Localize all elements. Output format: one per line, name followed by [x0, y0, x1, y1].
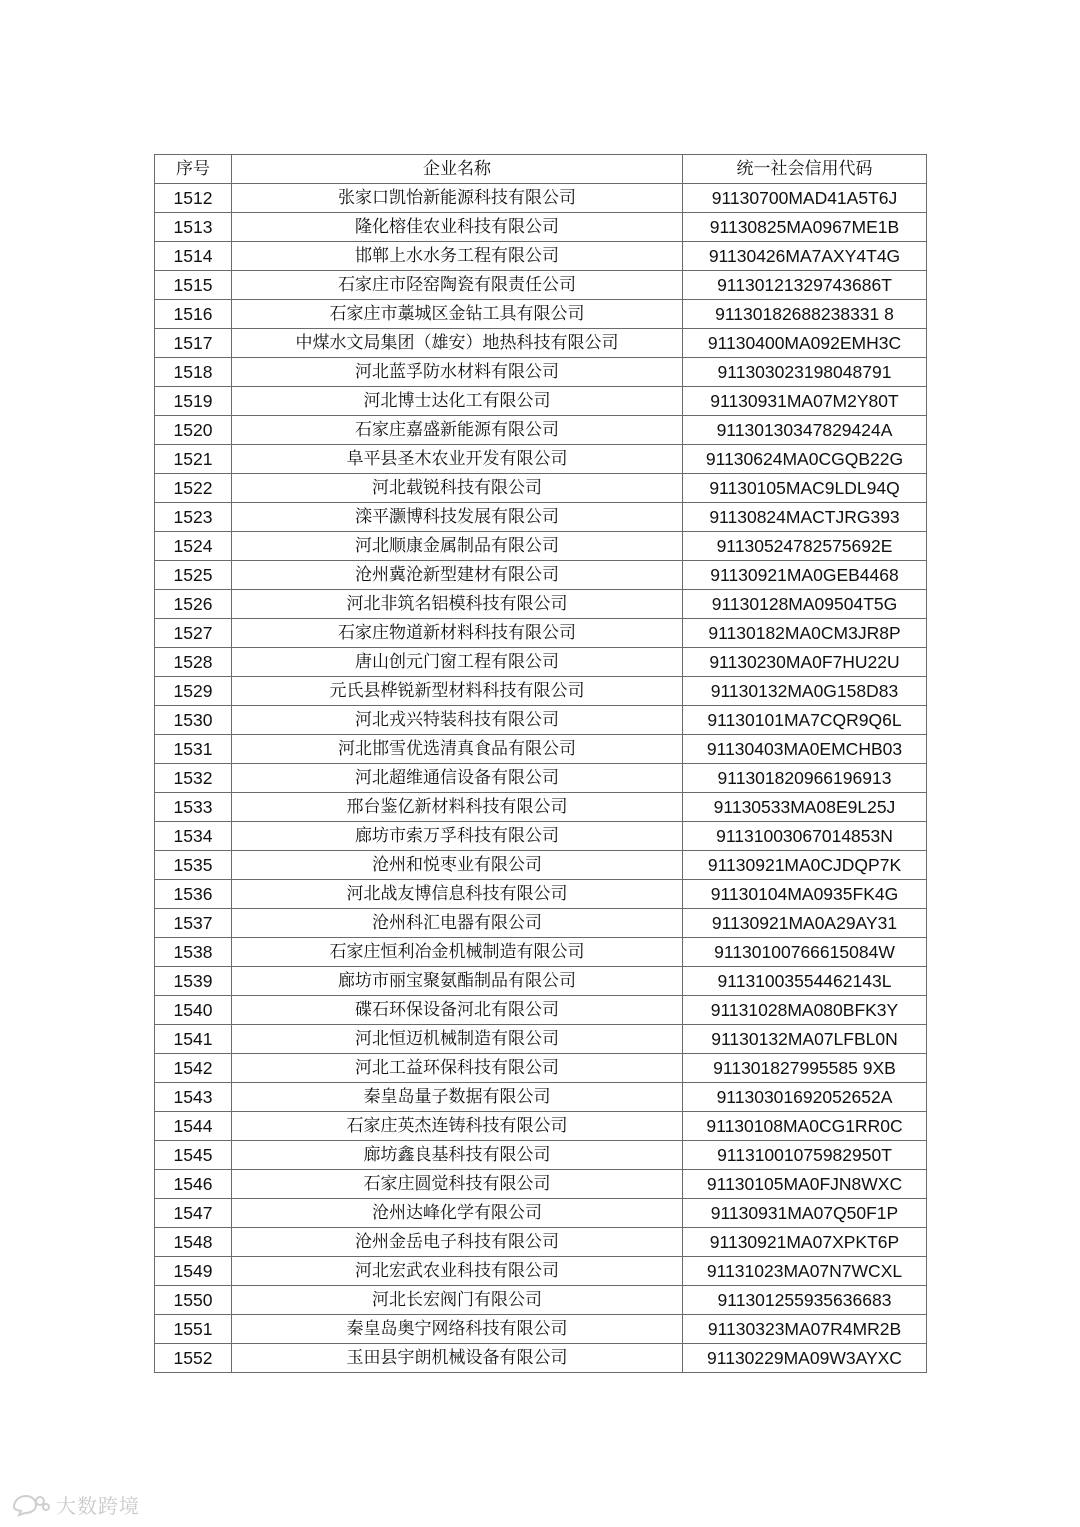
- credit-code-cell: 91130229MA09W3AYXC: [683, 1344, 927, 1373]
- company-name-cell: 河北蓝孚防水材料有限公司: [232, 358, 683, 387]
- credit-code-cell: 91130108MA0CG1RR0C: [683, 1112, 927, 1141]
- table-row: [155, 735, 927, 764]
- serial-cell: 1520: [155, 416, 232, 445]
- serial-cell: 1532: [155, 764, 232, 793]
- credit-code-cell: 91130921MA0CJDQP7K: [683, 851, 927, 880]
- company-name-cell: 中煤水文局集团（雄安）地热科技有限公司: [232, 329, 683, 358]
- table-row: [155, 1286, 927, 1315]
- company-name-cell: 石家庄市藁城区金钻工具有限公司: [232, 300, 683, 329]
- serial-cell: 1549: [155, 1257, 232, 1286]
- company-name-cell: 河北戎兴特装科技有限公司: [232, 706, 683, 735]
- table-row: [155, 677, 927, 706]
- serial-cell: 1523: [155, 503, 232, 532]
- credit-code-cell: 91130533MA08E9L25J: [683, 793, 927, 822]
- company-name-cell: 河北长宏阀门有限公司: [232, 1286, 683, 1315]
- serial-cell: 1525: [155, 561, 232, 590]
- credit-code-cell: 91130128MA09504T5G: [683, 590, 927, 619]
- credit-code-cell: 91130524782575692E: [683, 532, 927, 561]
- credit-code-cell: 91130132MA07LFBL0N: [683, 1025, 927, 1054]
- table-row: [155, 822, 927, 851]
- serial-cell: 1543: [155, 1083, 232, 1112]
- credit-code-cell: 91130130347829424A: [683, 416, 927, 445]
- credit-code-cell: 91131028MA080BFK3Y: [683, 996, 927, 1025]
- table-row: [155, 996, 927, 1025]
- serial-cell: 1516: [155, 300, 232, 329]
- table-body: [155, 184, 927, 1373]
- credit-code-cell: 91131023MA07N7WCXL: [683, 1257, 927, 1286]
- company-name-cell: 沧州达峰化学有限公司: [232, 1199, 683, 1228]
- table-row: [155, 590, 927, 619]
- table-row: [155, 967, 927, 996]
- company-name-cell: 张家口凯怡新能源科技有限公司: [232, 184, 683, 213]
- company-table: [154, 154, 927, 1373]
- table-row: [155, 213, 927, 242]
- serial-cell: 1514: [155, 242, 232, 271]
- serial-cell: 1522: [155, 474, 232, 503]
- table-row: [155, 1170, 927, 1199]
- header-company-name: 企业名称: [232, 155, 683, 184]
- company-name-cell: 邢台鉴亿新材料科技有限公司: [232, 793, 683, 822]
- company-name-cell: 秦皇岛奥宁网络科技有限公司: [232, 1315, 683, 1344]
- table-row: [155, 1199, 927, 1228]
- company-name-cell: 沧州科汇电器有限公司: [232, 909, 683, 938]
- serial-cell: 1547: [155, 1199, 232, 1228]
- table-row: [155, 851, 927, 880]
- credit-code-cell: 91130230MA0F7HU22U: [683, 648, 927, 677]
- credit-code-cell: 911301255935636683: [683, 1286, 927, 1315]
- credit-code-cell: 91130301692052652A: [683, 1083, 927, 1112]
- company-name-cell: 邯郸上水水务工程有限公司: [232, 242, 683, 271]
- table-row: [155, 1112, 927, 1141]
- credit-code-cell: 91130132MA0G158D83: [683, 677, 927, 706]
- serial-cell: 1521: [155, 445, 232, 474]
- credit-code-cell: 91130403MA0EMCHB03: [683, 735, 927, 764]
- credit-code-cell: 91130921MA07XPKT6P: [683, 1228, 927, 1257]
- credit-code-cell: 91130921MA0GEB4468: [683, 561, 927, 590]
- table-row: [155, 880, 927, 909]
- credit-code-cell: 91130931MA07Q50F1P: [683, 1199, 927, 1228]
- company-list-sheet: [154, 154, 926, 1373]
- credit-code-cell: 91130825MA0967ME1B: [683, 213, 927, 242]
- serial-cell: 1539: [155, 967, 232, 996]
- company-name-cell: 石家庄英杰连铸科技有限公司: [232, 1112, 683, 1141]
- serial-cell: 1518: [155, 358, 232, 387]
- serial-cell: 1550: [155, 1286, 232, 1315]
- company-name-cell: 石家庄市陉窑陶瓷有限责任公司: [232, 271, 683, 300]
- serial-cell: 1552: [155, 1344, 232, 1373]
- table-row: [155, 300, 927, 329]
- serial-cell: 1519: [155, 387, 232, 416]
- company-name-cell: 河北邯雪优选清真食品有限公司: [232, 735, 683, 764]
- credit-code-cell: 911301827995585 9XB: [683, 1054, 927, 1083]
- company-name-cell: 石家庄物道新材料科技有限公司: [232, 619, 683, 648]
- header-credit-code: 统一社会信用代码: [683, 155, 927, 184]
- company-name-cell: 河北超维通信设备有限公司: [232, 764, 683, 793]
- table-row: [155, 938, 927, 967]
- serial-cell: 1515: [155, 271, 232, 300]
- table-row: [155, 561, 927, 590]
- company-name-cell: 隆化榕佳农业科技有限公司: [232, 213, 683, 242]
- company-name-cell: 滦平灏博科技发展有限公司: [232, 503, 683, 532]
- credit-code-cell: 91130824MACTJRG393: [683, 503, 927, 532]
- company-name-cell: 廊坊市索万孚科技有限公司: [232, 822, 683, 851]
- table-row: [155, 271, 927, 300]
- company-name-cell: 沧州冀沧新型建材有限公司: [232, 561, 683, 590]
- company-name-cell: 阜平县圣木农业开发有限公司: [232, 445, 683, 474]
- credit-code-cell: 91130931MA07M2Y80T: [683, 387, 927, 416]
- company-name-cell: 唐山创元门窗工程有限公司: [232, 648, 683, 677]
- serial-cell: 1535: [155, 851, 232, 880]
- table-row: [155, 474, 927, 503]
- company-name-cell: 河北战友博信息科技有限公司: [232, 880, 683, 909]
- header-serial: 序号: [155, 155, 232, 184]
- credit-code-cell: 911301820966196913: [683, 764, 927, 793]
- serial-cell: 1538: [155, 938, 232, 967]
- credit-code-cell: 91131001075982950T: [683, 1141, 927, 1170]
- table-row: [155, 764, 927, 793]
- company-name-cell: 石家庄恒利冶金机械制造有限公司: [232, 938, 683, 967]
- credit-code-cell: 91130921MA0A29AY31: [683, 909, 927, 938]
- credit-code-cell: 91131003067014853N: [683, 822, 927, 851]
- credit-code-cell: 91130100766615084W: [683, 938, 927, 967]
- table-row: [155, 1315, 927, 1344]
- company-name-cell: 廊坊鑫良基科技有限公司: [232, 1141, 683, 1170]
- serial-cell: 1527: [155, 619, 232, 648]
- credit-code-cell: 91130323MA07R4MR2B: [683, 1315, 927, 1344]
- table-row: [155, 619, 927, 648]
- table-row: [155, 416, 927, 445]
- serial-cell: 1517: [155, 329, 232, 358]
- serial-cell: 1546: [155, 1170, 232, 1199]
- serial-cell: 1545: [155, 1141, 232, 1170]
- watermark-text: 大数跨境: [56, 1494, 140, 1518]
- credit-code-cell: 91130700MAD41A5T6J: [683, 184, 927, 213]
- table-row: [155, 1025, 927, 1054]
- credit-code-cell: 91130182688238331 8: [683, 300, 927, 329]
- serial-cell: 1536: [155, 880, 232, 909]
- table-row: [155, 1257, 927, 1286]
- table-row: [155, 503, 927, 532]
- serial-cell: 1512: [155, 184, 232, 213]
- table-row: [155, 1228, 927, 1257]
- table-row: [155, 706, 927, 735]
- serial-cell: 1524: [155, 532, 232, 561]
- credit-code-cell: 91130426MA7AXY4T4G: [683, 242, 927, 271]
- credit-code-cell: 91130104MA0935FK4G: [683, 880, 927, 909]
- company-name-cell: 廊坊市丽宝聚氨酯制品有限公司: [232, 967, 683, 996]
- table-row: [155, 1054, 927, 1083]
- serial-cell: 1513: [155, 213, 232, 242]
- table-row: [155, 1141, 927, 1170]
- company-name-cell: 河北博士达化工有限公司: [232, 387, 683, 416]
- chat-bubble-logo-icon: [10, 1493, 50, 1517]
- table-row: [155, 387, 927, 416]
- company-name-cell: 碟石环保设备河北有限公司: [232, 996, 683, 1025]
- company-name-cell: 元氏县桦锐新型材料科技有限公司: [232, 677, 683, 706]
- watermark: [10, 1490, 140, 1519]
- table-row: [155, 184, 927, 213]
- serial-cell: 1529: [155, 677, 232, 706]
- credit-code-cell: 91130101MA7CQR9Q6L: [683, 706, 927, 735]
- credit-code-cell: 91130121329743686T: [683, 271, 927, 300]
- company-name-cell: 河北非筑名铝模科技有限公司: [232, 590, 683, 619]
- table-row: [155, 445, 927, 474]
- table-row: [155, 909, 927, 938]
- company-name-cell: 河北顺康金属制品有限公司: [232, 532, 683, 561]
- serial-cell: 1541: [155, 1025, 232, 1054]
- company-name-cell: 河北恒迈机械制造有限公司: [232, 1025, 683, 1054]
- serial-cell: 1533: [155, 793, 232, 822]
- serial-cell: 1548: [155, 1228, 232, 1257]
- serial-cell: 1526: [155, 590, 232, 619]
- table-header-row: [155, 155, 927, 184]
- company-name-cell: 沧州金岳电子科技有限公司: [232, 1228, 683, 1257]
- serial-cell: 1540: [155, 996, 232, 1025]
- company-name-cell: 河北工益环保科技有限公司: [232, 1054, 683, 1083]
- table-row: [155, 1344, 927, 1373]
- company-name-cell: 河北宏武农业科技有限公司: [232, 1257, 683, 1286]
- serial-cell: 1530: [155, 706, 232, 735]
- table-row: [155, 358, 927, 387]
- credit-code-cell: 91130400MA092EMH3C: [683, 329, 927, 358]
- table-row: [155, 532, 927, 561]
- company-name-cell: 石家庄圆觉科技有限公司: [232, 1170, 683, 1199]
- table-row: [155, 329, 927, 358]
- serial-cell: 1528: [155, 648, 232, 677]
- table-row: [155, 1083, 927, 1112]
- serial-cell: 1544: [155, 1112, 232, 1141]
- company-name-cell: 沧州和悦枣业有限公司: [232, 851, 683, 880]
- credit-code-cell: 91130105MA0FJN8WXC: [683, 1170, 927, 1199]
- serial-cell: 1534: [155, 822, 232, 851]
- company-name-cell: 玉田县宇朗机械设备有限公司: [232, 1344, 683, 1373]
- serial-cell: 1537: [155, 909, 232, 938]
- serial-cell: 1542: [155, 1054, 232, 1083]
- credit-code-cell: 91130624MA0CGQB22G: [683, 445, 927, 474]
- serial-cell: 1551: [155, 1315, 232, 1344]
- company-name-cell: 秦皇岛量子数据有限公司: [232, 1083, 683, 1112]
- company-name-cell: 石家庄嘉盛新能源有限公司: [232, 416, 683, 445]
- serial-cell: 1531: [155, 735, 232, 764]
- table-row: [155, 242, 927, 271]
- credit-code-cell: 91130182MA0CM3JR8P: [683, 619, 927, 648]
- credit-code-cell: 91131003554462143L: [683, 967, 927, 996]
- table-row: [155, 648, 927, 677]
- table-row: [155, 793, 927, 822]
- company-name-cell: 河北载锐科技有限公司: [232, 474, 683, 503]
- credit-code-cell: 91130105MAC9LDL94Q: [683, 474, 927, 503]
- credit-code-cell: 911303023198048791: [683, 358, 927, 387]
